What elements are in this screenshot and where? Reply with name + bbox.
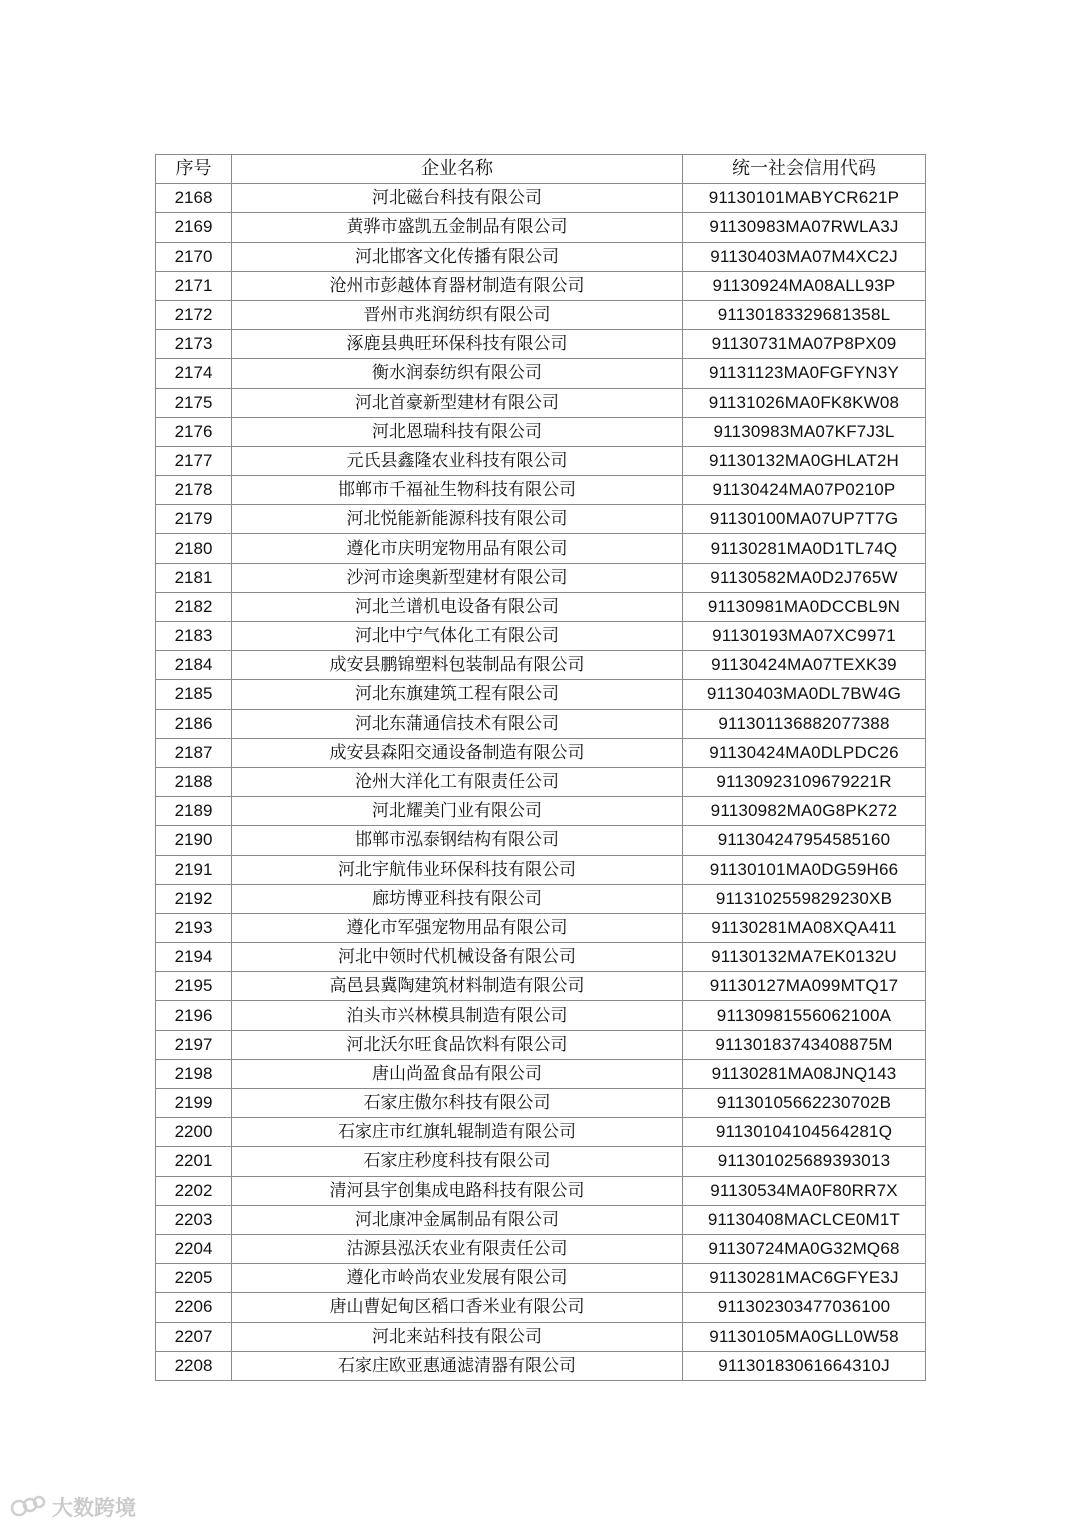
- row-credit-code: 91130183329681358L: [683, 300, 926, 329]
- row-credit-code: 91131026MA0FK8KW08: [683, 388, 926, 417]
- row-seq: 2197: [156, 1030, 232, 1059]
- row-credit-code: 91130403MA07M4XC2J: [683, 242, 926, 271]
- table-row: [156, 680, 926, 709]
- row-seq: 2200: [156, 1118, 232, 1147]
- row-credit-code: 91130981556062100A: [683, 1001, 926, 1030]
- table-row: [156, 1059, 926, 1088]
- row-seq: 2172: [156, 300, 232, 329]
- table-row: [156, 563, 926, 592]
- table-row: [156, 767, 926, 796]
- row-credit-code: 91130982MA0G8PK272: [683, 797, 926, 826]
- row-company-name: 河北东旗建筑工程有限公司: [232, 680, 683, 709]
- row-seq: 2178: [156, 476, 232, 505]
- row-seq: 2188: [156, 767, 232, 796]
- table-row: [156, 1264, 926, 1293]
- table-row: [156, 884, 926, 913]
- row-seq: 2207: [156, 1322, 232, 1351]
- header-seq: 序号: [156, 155, 232, 184]
- row-seq: 2208: [156, 1351, 232, 1380]
- row-credit-code: 91130127MA099MTQ17: [683, 972, 926, 1001]
- row-company-name: 河北宇航伟业环保科技有限公司: [232, 855, 683, 884]
- table-row: [156, 1322, 926, 1351]
- row-seq: 2190: [156, 826, 232, 855]
- row-credit-code: 911301136882077388: [683, 709, 926, 738]
- table-body: [156, 184, 926, 1381]
- row-credit-code: 91130424MA07P0210P: [683, 476, 926, 505]
- row-seq: 2182: [156, 592, 232, 621]
- row-credit-code: 91130408MACLCE0M1T: [683, 1205, 926, 1234]
- header-company-name: 企业名称: [232, 155, 683, 184]
- row-credit-code: 91130281MA08JNQ143: [683, 1059, 926, 1088]
- row-seq: 2189: [156, 797, 232, 826]
- row-credit-code: 91130132MA7EK0132U: [683, 943, 926, 972]
- row-seq: 2203: [156, 1205, 232, 1234]
- row-company-name: 唐山曹妃甸区稻口香米业有限公司: [232, 1293, 683, 1322]
- row-seq: 2186: [156, 709, 232, 738]
- table-row: [156, 476, 926, 505]
- row-seq: 2206: [156, 1293, 232, 1322]
- row-seq: 2204: [156, 1234, 232, 1263]
- row-credit-code: 91130403MA0DL7BW4G: [683, 680, 926, 709]
- table-row: [156, 505, 926, 534]
- row-company-name: 遵化市庆明宠物用品有限公司: [232, 534, 683, 563]
- row-seq: 2175: [156, 388, 232, 417]
- row-company-name: 唐山尚盈食品有限公司: [232, 1059, 683, 1088]
- row-company-name: 河北中领时代机械设备有限公司: [232, 943, 683, 972]
- row-company-name: 河北康冲金属制品有限公司: [232, 1205, 683, 1234]
- row-company-name: 河北东蒲通信技术有限公司: [232, 709, 683, 738]
- table-row: [156, 1176, 926, 1205]
- row-company-name: 河北磁台科技有限公司: [232, 184, 683, 213]
- row-seq: 2185: [156, 680, 232, 709]
- row-company-name: 石家庄秒度科技有限公司: [232, 1147, 683, 1176]
- row-seq: 2177: [156, 446, 232, 475]
- row-credit-code: 9113102559829230XB: [683, 884, 926, 913]
- row-company-name: 邯郸市泓泰钢结构有限公司: [232, 826, 683, 855]
- row-company-name: 成安县森阳交通设备制造有限公司: [232, 738, 683, 767]
- row-credit-code: 91130724MA0G32MQ68: [683, 1234, 926, 1263]
- row-seq: 2183: [156, 622, 232, 651]
- table-header-row: [156, 155, 926, 184]
- row-credit-code: 91130983MA07KF7J3L: [683, 417, 926, 446]
- table-row: [156, 651, 926, 680]
- row-company-name: 衡水润泰纺织有限公司: [232, 359, 683, 388]
- table-row: [156, 330, 926, 359]
- row-seq: 2176: [156, 417, 232, 446]
- header-credit-code: 统一社会信用代码: [683, 155, 926, 184]
- row-seq: 2168: [156, 184, 232, 213]
- row-seq: 2180: [156, 534, 232, 563]
- row-seq: 2195: [156, 972, 232, 1001]
- table-row: [156, 300, 926, 329]
- table-row: [156, 738, 926, 767]
- table-row: [156, 913, 926, 942]
- table-row: [156, 534, 926, 563]
- row-credit-code: 91130534MA0F80RR7X: [683, 1176, 926, 1205]
- row-seq: 2174: [156, 359, 232, 388]
- row-credit-code: 91131123MA0FGFYN3Y: [683, 359, 926, 388]
- row-credit-code: 91130281MA0D1TL74Q: [683, 534, 926, 563]
- table-row: [156, 709, 926, 738]
- row-credit-code: 91130983MA07RWLA3J: [683, 213, 926, 242]
- row-credit-code: 911304247954585160: [683, 826, 926, 855]
- row-company-name: 沙河市途奥新型建材有限公司: [232, 563, 683, 592]
- row-credit-code: 91130731MA07P8PX09: [683, 330, 926, 359]
- table-row: [156, 855, 926, 884]
- row-seq: 2201: [156, 1147, 232, 1176]
- row-company-name: 沽源县泓沃农业有限责任公司: [232, 1234, 683, 1263]
- row-seq: 2171: [156, 271, 232, 300]
- row-credit-code: 91130101MA0DG59H66: [683, 855, 926, 884]
- row-credit-code: 91130104104564281Q: [683, 1118, 926, 1147]
- row-company-name: 河北来站科技有限公司: [232, 1322, 683, 1351]
- table-row: [156, 271, 926, 300]
- row-company-name: 元氏县鑫隆农业科技有限公司: [232, 446, 683, 475]
- table-row: [156, 622, 926, 651]
- table-row: [156, 1089, 926, 1118]
- table-row: [156, 417, 926, 446]
- table-row: [156, 592, 926, 621]
- row-company-name: 廊坊博亚科技有限公司: [232, 884, 683, 913]
- row-seq: 2184: [156, 651, 232, 680]
- row-credit-code: 91130582MA0D2J765W: [683, 563, 926, 592]
- row-credit-code: 91130924MA08ALL93P: [683, 271, 926, 300]
- row-credit-code: 911301025689393013: [683, 1147, 926, 1176]
- row-company-name: 泊头市兴林模具制造有限公司: [232, 1001, 683, 1030]
- row-company-name: 遵化市军强宠物用品有限公司: [232, 913, 683, 942]
- row-seq: 2170: [156, 242, 232, 271]
- watermark: [10, 1492, 136, 1522]
- row-company-name: 沧州市彭越体育器材制造有限公司: [232, 271, 683, 300]
- row-seq: 2191: [156, 855, 232, 884]
- row-credit-code: 911302303477036100: [683, 1293, 926, 1322]
- company-table: [155, 154, 926, 1381]
- row-seq: 2173: [156, 330, 232, 359]
- table-row: [156, 1351, 926, 1380]
- row-company-name: 遵化市岭尚农业发展有限公司: [232, 1264, 683, 1293]
- row-credit-code: 91130132MA0GHLAT2H: [683, 446, 926, 475]
- table-row: [156, 242, 926, 271]
- table-row: [156, 972, 926, 1001]
- row-company-name: 成安县鹏锦塑料包装制品有限公司: [232, 651, 683, 680]
- row-seq: 2169: [156, 213, 232, 242]
- table-row: [156, 1118, 926, 1147]
- row-seq: 2198: [156, 1059, 232, 1088]
- row-company-name: 河北恩瑞科技有限公司: [232, 417, 683, 446]
- table-row: [156, 1001, 926, 1030]
- row-credit-code: 91130183061664310J: [683, 1351, 926, 1380]
- row-seq: 2181: [156, 563, 232, 592]
- table-row: [156, 826, 926, 855]
- row-credit-code: 91130183743408875M: [683, 1030, 926, 1059]
- table-row: [156, 184, 926, 213]
- row-company-name: 河北首豪新型建材有限公司: [232, 388, 683, 417]
- row-credit-code: 91130981MA0DCCBL9N: [683, 592, 926, 621]
- row-company-name: 石家庄欧亚惠通滤清器有限公司: [232, 1351, 683, 1380]
- row-company-name: 河北悦能新能源科技有限公司: [232, 505, 683, 534]
- row-company-name: 河北中宁气体化工有限公司: [232, 622, 683, 651]
- row-credit-code: 91130105662230702B: [683, 1089, 926, 1118]
- row-seq: 2193: [156, 913, 232, 942]
- row-credit-code: 91130100MA07UP7T7G: [683, 505, 926, 534]
- row-company-name: 石家庄市红旗轧辊制造有限公司: [232, 1118, 683, 1147]
- row-company-name: 河北邯客文化传播有限公司: [232, 242, 683, 271]
- row-company-name: 涿鹿县典旺环保科技有限公司: [232, 330, 683, 359]
- row-credit-code: 91130424MA07TEXK39: [683, 651, 926, 680]
- row-credit-code: 91130105MA0GLL0W58: [683, 1322, 926, 1351]
- row-company-name: 沧州大洋化工有限责任公司: [232, 767, 683, 796]
- table-row: [156, 359, 926, 388]
- row-seq: 2192: [156, 884, 232, 913]
- row-company-name: 河北兰谱机电设备有限公司: [232, 592, 683, 621]
- table-row: [156, 943, 926, 972]
- row-seq: 2187: [156, 738, 232, 767]
- table-row: [156, 797, 926, 826]
- table-row: [156, 1030, 926, 1059]
- watermark-text: 大数跨境: [52, 1496, 136, 1520]
- row-company-name: 晋州市兆润纺织有限公司: [232, 300, 683, 329]
- row-credit-code: 91130101MABYCR621P: [683, 184, 926, 213]
- row-company-name: 邯郸市千福祉生物科技有限公司: [232, 476, 683, 505]
- row-credit-code: 91130281MAC6GFYE3J: [683, 1264, 926, 1293]
- row-seq: 2199: [156, 1089, 232, 1118]
- table-row: [156, 1234, 926, 1263]
- row-credit-code: 91130193MA07XC9971: [683, 622, 926, 651]
- row-seq: 2205: [156, 1264, 232, 1293]
- row-credit-code: 91130923109679221R: [683, 767, 926, 796]
- table-row: [156, 446, 926, 475]
- row-seq: 2196: [156, 1001, 232, 1030]
- table-row: [156, 1205, 926, 1234]
- row-company-name: 河北沃尔旺食品饮料有限公司: [232, 1030, 683, 1059]
- row-seq: 2202: [156, 1176, 232, 1205]
- row-company-name: 石家庄傲尔科技有限公司: [232, 1089, 683, 1118]
- row-credit-code: 91130281MA08XQA411: [683, 913, 926, 942]
- row-credit-code: 91130424MA0DLPDC26: [683, 738, 926, 767]
- watermark-logo-icon: [10, 1494, 46, 1520]
- table-row: [156, 1147, 926, 1176]
- row-seq: 2179: [156, 505, 232, 534]
- row-company-name: 高邑县冀陶建筑材料制造有限公司: [232, 972, 683, 1001]
- table-row: [156, 388, 926, 417]
- table-row: [156, 213, 926, 242]
- row-company-name: 河北耀美门业有限公司: [232, 797, 683, 826]
- row-company-name: 黄骅市盛凯五金制品有限公司: [232, 213, 683, 242]
- row-company-name: 清河县宇创集成电路科技有限公司: [232, 1176, 683, 1205]
- row-seq: 2194: [156, 943, 232, 972]
- table-row: [156, 1293, 926, 1322]
